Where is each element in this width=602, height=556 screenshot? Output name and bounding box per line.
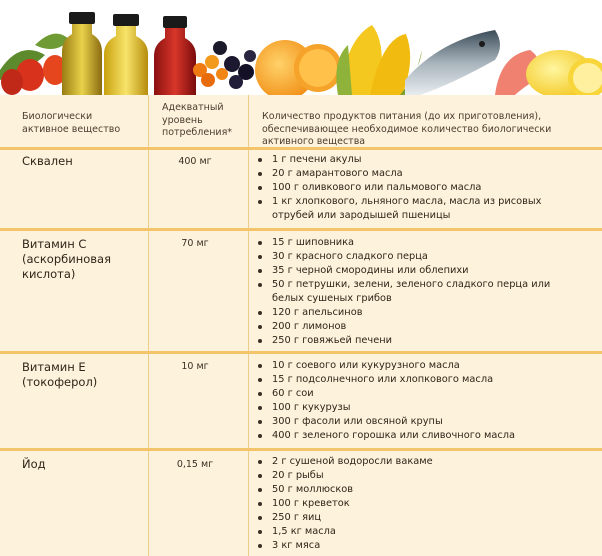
list-item: 1 кг хлопкового, льняного масла, масла из рисовых отрубей или зародышей пшеницы <box>257 195 577 223</box>
list-item: 120 г апельсинов <box>257 306 579 320</box>
header-adequate-level: Адекватный уровень потребления* <box>162 102 233 138</box>
row-divider <box>0 448 602 451</box>
header-substance: Биологически активное вещество <box>22 111 121 135</box>
adequate-amount: 10 мг <box>181 361 209 372</box>
fish-shape <box>405 30 500 95</box>
list-item: 30 г красного сладкого перца <box>257 250 579 264</box>
list-item: 35 г черной смородины или облепихи <box>257 264 579 278</box>
list-item: 15 г подсолнечного или хлопкового масла <box>257 373 579 387</box>
fish-eye <box>479 41 485 47</box>
list-item: 20 г рыбы <box>257 469 579 483</box>
oil-bottle <box>104 26 148 95</box>
bottle-cap <box>163 16 187 28</box>
list-item: 2 г сушеной водоросли вакаме <box>257 455 579 469</box>
list-item: 50 г петрушки, зелени, зеленого сладкого перца или белых сушеных грибов <box>257 278 579 306</box>
bottle-cap <box>69 12 95 24</box>
list-item: 15 г шиповника <box>257 236 579 250</box>
list-item: 1 г печени акулы <box>257 153 577 167</box>
food-list <box>257 153 577 223</box>
list-item: 50 г моллюсков <box>257 483 579 497</box>
list-item: 250 г говяжьей печени <box>257 334 579 348</box>
rosehip-shape <box>1 69 23 95</box>
lemon-pulp <box>573 63 602 93</box>
adequate-amount: 0,15 мг <box>176 459 214 470</box>
list-item: 250 г яиц <box>257 511 579 525</box>
substance-name: Витамин С (аскорбиновая кислота) <box>22 237 112 281</box>
oil-bottle <box>62 24 102 95</box>
list-item: 300 г фасоли или овсяной крупы <box>257 415 579 429</box>
oil-bottle <box>154 28 196 95</box>
list-item: 200 г лимонов <box>257 320 579 334</box>
sea-buckthorn-berries <box>193 55 228 87</box>
substance-name: Витамин Е (токоферол) <box>22 360 98 389</box>
food-banner <box>0 0 602 95</box>
column-divider <box>248 95 249 556</box>
list-item: 10 г соевого или кукурузного масла <box>257 359 579 373</box>
list-item: 100 г оливкового или пальмового масла <box>257 181 577 195</box>
adequate-amount: 400 мг <box>178 156 212 167</box>
orange-pulp <box>299 49 337 87</box>
row-divider <box>0 147 602 150</box>
list-item: 100 г креветок <box>257 497 579 511</box>
substance-name: Сквален <box>22 154 73 168</box>
list-item: 400 г зеленого горошка или сливочного масла <box>257 429 579 443</box>
list-item: 100 г кукурузы <box>257 401 579 415</box>
column-divider <box>148 95 149 556</box>
list-item: 60 г сои <box>257 387 579 401</box>
blackcurrant-berries <box>213 41 256 89</box>
substance-name: Йод <box>22 457 46 471</box>
bottle-cap <box>113 14 139 26</box>
food-list <box>257 359 579 443</box>
food-list <box>257 236 579 348</box>
list-item: 3 кг мяса <box>257 539 579 553</box>
food-list <box>257 455 579 553</box>
nutrient-table <box>0 95 602 556</box>
row-divider <box>0 351 602 354</box>
list-item: 20 г амарантового масла <box>257 167 577 181</box>
list-item: 1,5 кг масла <box>257 525 579 539</box>
row-divider <box>0 228 602 231</box>
food-illustration <box>0 0 602 95</box>
header-food-amount: Количество продуктов питания (до их приготовления), обеспечивающее необходимое количество биологически активного вещества <box>262 111 552 147</box>
adequate-amount: 70 мг <box>181 238 209 249</box>
